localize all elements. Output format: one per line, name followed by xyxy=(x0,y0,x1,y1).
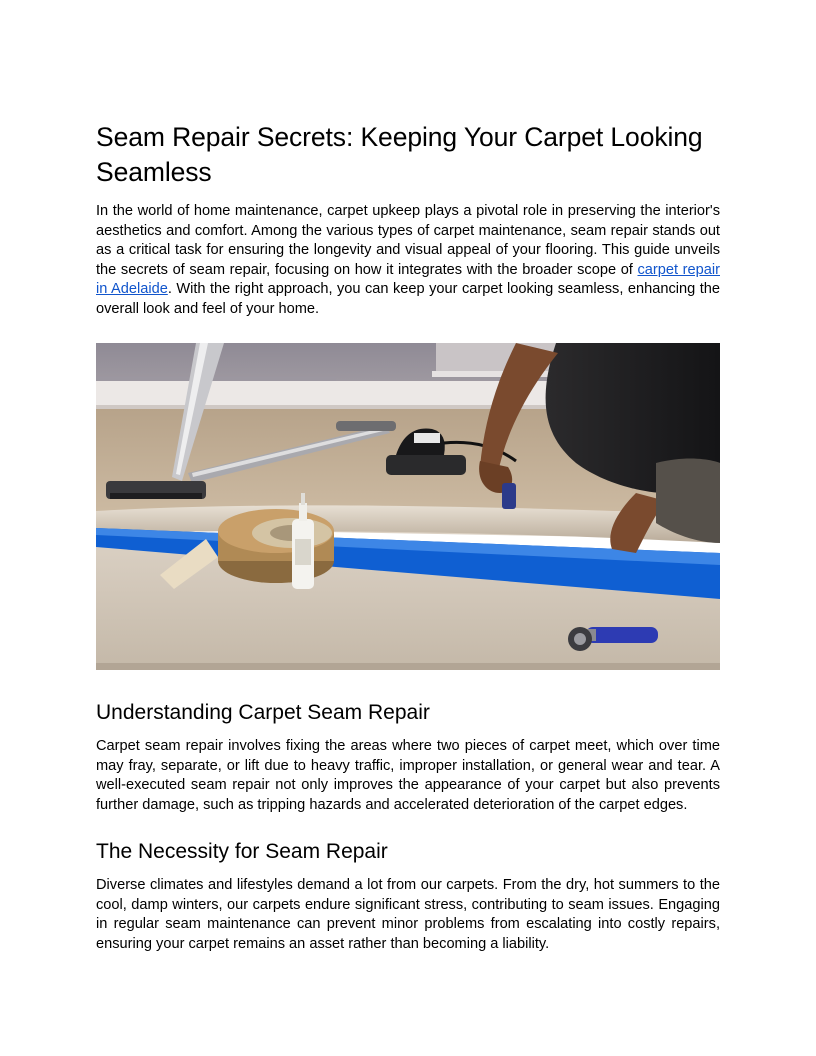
intro-text-after-link: . With the right approach, you can keep your carpet looking seamless, enhancing the overall look and feel of your home. xyxy=(96,281,720,317)
intro-text-before-link: In the world of home maintenance, carpet upkeep plays a pivotal role in preserving the interior's aesthetics and comfort. Among the various types of carpet maintenance, seam repair stands out as a critical task for ensuring the longevity and visual appeal of your flooring. This guide unveils the secrets of seam repair, focusing on how it integrates with the broader scope of xyxy=(96,203,720,278)
section-heading-necessity: The Necessity for Seam Repair xyxy=(96,840,388,863)
intro-paragraph xyxy=(96,202,720,319)
carpet-installer-photo xyxy=(96,343,720,670)
section-heading-understanding: Understanding Carpet Seam Repair xyxy=(96,701,430,724)
document-page xyxy=(96,120,720,954)
section-body-necessity: Diverse climates and lifestyles demand a lot from our carpets. From the dry, hot summers to the cool, damp winters, our carpets endure significant stress, contributing to seam issues. Engaging in regular seam maintenance can prevent minor problems from escalating into costly repairs, ensuring your carpet remains an asset rather than becoming a liability. xyxy=(96,877,720,952)
page-title: Seam Repair Secrets: Keeping Your Carpet Looking Seamless xyxy=(96,122,703,187)
carpet-repair-adelaide-link[interactable]: carpet repair in Adelaide xyxy=(96,261,720,297)
section-body-understanding: Carpet seam repair involves fixing the areas where two pieces of carpet meet, which over time may fray, separate, or lift due to heavy traffic, improper installation, or general wear and tear. A well-executed seam repair not only improves the appearance of your carpet but also prevents further damage, such as tripping hazards and accelerated deterioration of the carpet edges. xyxy=(96,738,720,813)
